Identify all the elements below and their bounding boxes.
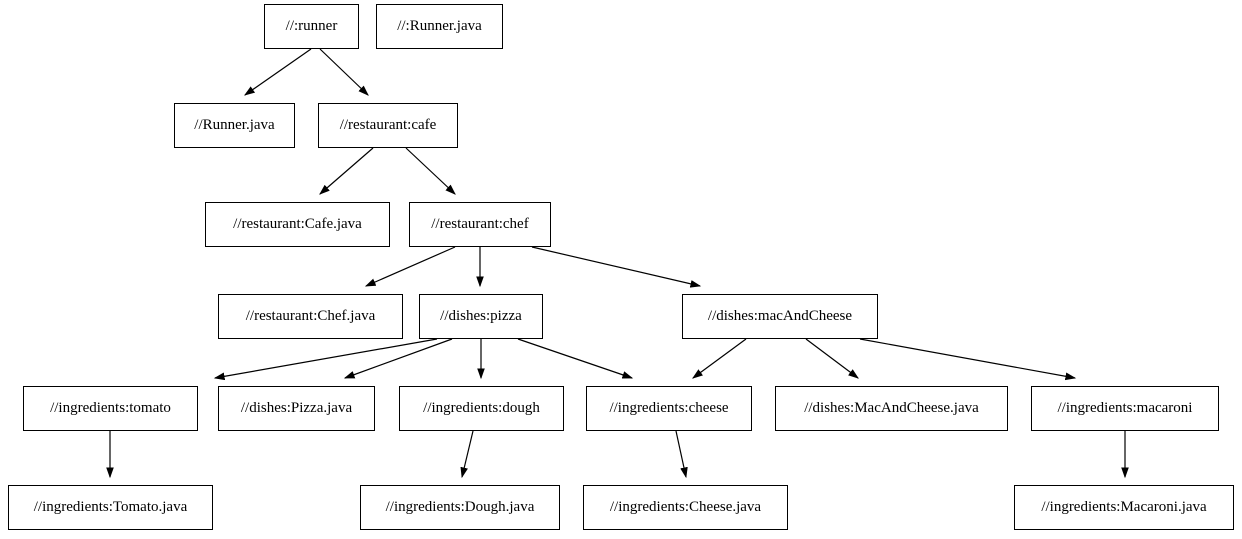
- graph-node[interactable]: [360, 485, 560, 530]
- graph-node-label: //:Runner.java: [397, 18, 482, 34]
- graph-edge: [406, 148, 455, 194]
- graph-node[interactable]: [318, 103, 458, 148]
- graph-node-label: //:runner: [285, 18, 338, 34]
- graph-edge: [518, 339, 632, 378]
- graph-node-label: //ingredients:Cheese.java: [609, 499, 762, 515]
- graph-node[interactable]: [775, 386, 1008, 431]
- graph-node-label: //dishes:macAndCheese: [707, 308, 853, 324]
- graph-edge: [215, 339, 437, 378]
- graph-node[interactable]: [1014, 485, 1234, 530]
- graph-node[interactable]: [586, 386, 752, 431]
- graph-edge: [245, 49, 311, 95]
- graph-node-label: //dishes:Pizza.java: [240, 400, 353, 416]
- graph-node-label: //ingredients:tomato: [50, 400, 171, 416]
- graph-edge: [320, 148, 373, 194]
- graph-edge: [806, 339, 858, 378]
- graph-edge: [676, 431, 686, 477]
- graph-node[interactable]: [205, 202, 390, 247]
- graph-node-label: //ingredients:Macaroni.java: [1041, 499, 1207, 515]
- graph-node-label: //restaurant:Chef.java: [245, 308, 376, 324]
- graph-node[interactable]: [376, 4, 503, 49]
- graph-node[interactable]: [583, 485, 788, 530]
- graph-edge: [320, 49, 368, 95]
- graph-node[interactable]: [399, 386, 564, 431]
- graph-node-label: //dishes:pizza: [440, 308, 522, 324]
- graph-edge: [693, 339, 746, 378]
- graph-node[interactable]: [1031, 386, 1219, 431]
- graph-node-label: //Runner.java: [194, 117, 275, 133]
- graph-node[interactable]: [682, 294, 878, 339]
- graph-node-label: //ingredients:Dough.java: [385, 499, 535, 515]
- graph-node-label: //restaurant:cafe: [339, 117, 437, 133]
- graph-node-label: //ingredients:dough: [423, 400, 540, 416]
- graph-node-label: //ingredients:Tomato.java: [33, 499, 188, 515]
- graph-edge: [345, 339, 452, 378]
- graph-node[interactable]: [419, 294, 543, 339]
- graph-edge: [462, 431, 473, 477]
- graph-node[interactable]: [264, 4, 359, 49]
- graph-edge: [532, 247, 700, 286]
- graph-node[interactable]: [8, 485, 213, 530]
- graph-node-label: //ingredients:macaroni: [1057, 400, 1193, 416]
- graph-node[interactable]: [174, 103, 295, 148]
- graph-node[interactable]: [218, 294, 403, 339]
- graph-node-label: //ingredients:cheese: [609, 400, 729, 416]
- graph-node-label: //restaurant:Cafe.java: [233, 216, 362, 232]
- graph-edge: [860, 339, 1075, 378]
- graph-node[interactable]: [218, 386, 375, 431]
- graph-node[interactable]: [23, 386, 198, 431]
- graph-edge: [366, 247, 455, 286]
- graph-node-label: //dishes:MacAndCheese.java: [804, 400, 979, 416]
- graph-node[interactable]: [409, 202, 551, 247]
- graph-node-label: //restaurant:chef: [431, 216, 529, 232]
